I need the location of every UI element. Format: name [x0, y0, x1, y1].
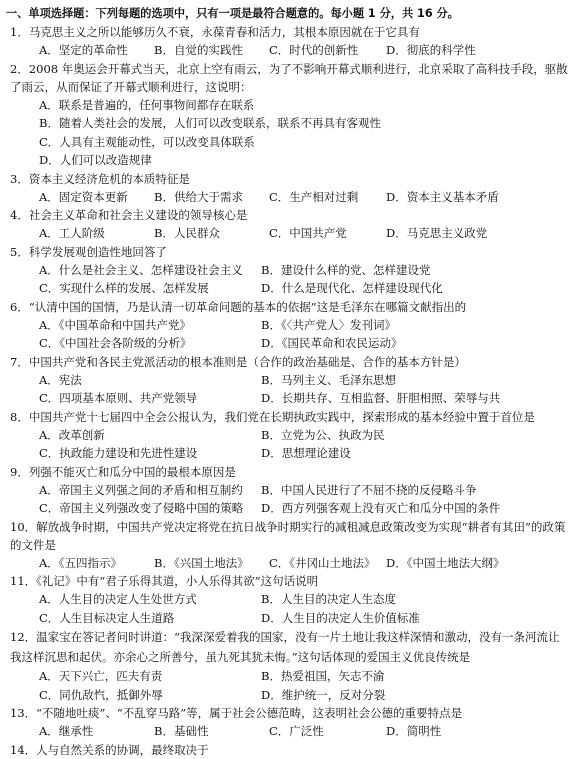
option-d[interactable]: D．人们可以改造规律 [39, 153, 152, 167]
option-c[interactable]: C．《井冈山土地法》 [269, 555, 376, 570]
question-stem [6, 408, 568, 426]
question-number: 1． [10, 25, 29, 39]
question-text: 解放战争时期，中国共产党决定将党在抗日战争时期实行的减租减息政策改变为实现“耕者有其田”的政策的文件是 [10, 519, 566, 552]
option-a[interactable]: A．固定资本更新 [39, 189, 128, 204]
question-text: 马克思主义之所以能够历久不衰，永葆青春和活力，其根本原因就在于它具有 [28, 25, 420, 39]
question-list [6, 23, 568, 759]
option-list [6, 667, 568, 704]
section-title: 一、单项选择题：下列每题的选项中，只有一项是最符合题意的。每小题 1 分，共 16 分。 [6, 7, 459, 20]
question-text: 资本主义经济危机的本质特征是 [28, 171, 190, 186]
question-text: 中国共产党和各民主党派活动的根本准则是（合作的政治基础是、合作的基本方针是） [28, 354, 466, 369]
question-number: 11． [10, 574, 37, 588]
question-14 [6, 741, 568, 759]
option-a[interactable]: A．宪法 [39, 372, 82, 387]
option-d[interactable]: D．什么是现代化、怎样建设现代化 [261, 281, 443, 295]
option-b[interactable]: B．人民群众 [154, 226, 220, 240]
question-stem [6, 206, 568, 224]
question-7 [6, 353, 568, 408]
question-10 [6, 518, 568, 573]
option-c[interactable]: C．执政能力建设和先进性建设 [39, 446, 198, 460]
option-c[interactable]: C．生产相对过剩 [269, 189, 359, 204]
option-b[interactable]: B．自觉的实践性 [154, 43, 243, 57]
question-4 [6, 206, 568, 243]
option-d[interactable]: D．《国民革命和农民运动》 [261, 336, 403, 350]
option-c[interactable]: C．广泛性 [269, 724, 324, 738]
question-13 [6, 704, 568, 741]
question-number: 12． [10, 630, 37, 644]
question-number: 5． [10, 244, 29, 259]
option-c[interactable]: C．时代的创新性 [269, 43, 359, 57]
option-d[interactable]: D．简明性 [386, 724, 442, 738]
option-c[interactable]: C．四项基本原则、共产党领导 [39, 391, 198, 405]
question-stem [6, 60, 568, 96]
question-9 [6, 463, 568, 518]
option-d[interactable]: D．马克思主义政党 [386, 226, 488, 240]
question-stem [6, 170, 568, 188]
option-d[interactable]: D．人生目的决定人生价值标准 [261, 610, 420, 625]
option-d[interactable]: D．《中国土地法大纲》 [386, 555, 505, 570]
option-list [6, 41, 568, 60]
option-a[interactable]: A．《五四指示》 [39, 555, 123, 570]
option-d[interactable]: D．彻底的科学性 [386, 43, 476, 57]
question-stem [6, 741, 568, 759]
question-1 [6, 23, 568, 60]
question-11 [6, 572, 568, 627]
option-a[interactable]: A．工人阶级 [39, 226, 105, 240]
question-stem [6, 704, 568, 722]
option-b[interactable]: B．中国人民进行了不屈不挠的反侵略斗争 [261, 482, 477, 497]
question-text: 列强不能灭亡和瓜分中国的最根本原因是 [28, 464, 236, 479]
option-c[interactable]: C．实现什么样的发展、怎样发展 [39, 281, 209, 295]
option-list [6, 722, 568, 741]
option-list [6, 426, 568, 463]
option-b[interactable]: B．基础性 [154, 724, 209, 738]
option-d[interactable]: D．长期共存、互相监督、肝胆相照、荣辱与共 [261, 391, 501, 405]
option-c[interactable]: C．人生目标决定人生道路 [39, 610, 175, 625]
question-number: 3． [10, 171, 29, 186]
question-stem [6, 298, 568, 316]
question-stem [6, 518, 568, 554]
option-list [6, 261, 568, 298]
option-list [6, 371, 568, 408]
option-b[interactable]: B．《〈共产党人〉发刊词》 [261, 317, 396, 332]
question-number: 2． [10, 61, 29, 76]
question-text: 科学发展观创造性地回答了 [28, 244, 167, 259]
option-a[interactable]: A．改革创新 [39, 427, 105, 442]
question-stem [6, 243, 568, 261]
option-list [6, 590, 568, 627]
question-text: 社会主义革命和社会主义建设的领导核心是 [28, 208, 248, 222]
option-b[interactable]: B．建设什么样的党、怎样建设党 [261, 262, 431, 277]
question-stem [6, 353, 568, 371]
option-a[interactable]: A．人生目的决定人生处世方式 [39, 592, 197, 606]
option-list [6, 188, 568, 207]
option-b[interactable]: B．马列主义、毛泽东思想 [261, 372, 396, 387]
option-list [6, 96, 568, 170]
question-text: 中国共产党十七届四中全会公报认为，我们党在长期执政实践中，探索形成的基本经验中置于首位是 [28, 409, 535, 424]
question-8 [6, 408, 568, 463]
question-stem [6, 23, 568, 41]
option-c[interactable]: C．帝国主义列强改变了侵略中国的策略 [39, 501, 244, 515]
option-a[interactable]: A．什么是社会主义、怎样建设社会主义 [39, 262, 243, 277]
question-number: 6． [10, 299, 29, 314]
question-3 [6, 170, 568, 207]
option-list [6, 316, 568, 353]
option-list [6, 554, 568, 573]
question-text: 人与自然关系的协调，最终取决于 [36, 742, 209, 757]
option-c[interactable]: C．《中国社会各阶级的分析》 [39, 336, 192, 350]
question-number: 13． [10, 706, 37, 720]
question-text: “认清中国的国情，乃是认清一切革命问题的基本的依据”这是毛泽东在哪篇文献指出的 [28, 299, 467, 314]
option-b[interactable]: B．随着人类社会的发展，人们可以改变联系，联系不再具有客观性 [39, 116, 381, 130]
option-d[interactable]: D．西方列强客观上没有灭亡和瓜分中国的条件 [261, 501, 501, 515]
question-6 [6, 298, 568, 353]
option-list [6, 481, 568, 518]
option-list [6, 224, 568, 243]
question-stem [6, 463, 568, 481]
option-b[interactable]: B．《兴国土地法》 [154, 555, 249, 570]
question-stem [6, 572, 568, 590]
option-b[interactable]: B．人生目的决定人生态度 [261, 592, 396, 606]
option-c[interactable]: C．同仇敌忾，抵御外辱 [39, 687, 163, 702]
question-5 [6, 243, 568, 298]
question-number: 4． [10, 208, 29, 222]
question-number: 8． [10, 409, 29, 424]
option-d[interactable]: D．维护统一，反对分裂 [261, 687, 386, 702]
question-text: 《礼记》中有“君子乐得其道，小人乐得其欲”这句话说明 [36, 574, 319, 588]
question-number: 7． [10, 354, 29, 369]
question-number: 14． [10, 742, 37, 757]
option-a[interactable]: A．继承性 [39, 724, 94, 738]
question-12 [6, 627, 568, 704]
option-a[interactable]: A．帝国主义列强之间的矛盾和相互制约 [39, 482, 243, 497]
question-number: 10． [10, 519, 37, 534]
question-stem [6, 627, 568, 667]
option-d[interactable]: D．思想理论建设 [261, 446, 351, 460]
question-text: 温家宝在答记者问时讲道：“我深深爱着我的国家，没有一片土地让我这样深情和激动，没有一条河流让我这样沉思和起伏。亦余心之所善兮，虽九死其犹未悔。”这句话体现的爱国主义优良传统是 [10, 630, 560, 664]
option-d[interactable]: D．资本主义基本矛盾 [386, 189, 499, 204]
option-b[interactable]: B．供给大于需求 [154, 189, 243, 204]
question-2 [6, 60, 568, 170]
question-number: 9． [10, 464, 29, 479]
option-c[interactable]: C．中国共产党 [269, 226, 347, 240]
option-c[interactable]: C．人具有主观能动性，可以改变具体联系 [39, 134, 255, 149]
option-a[interactable]: A．《中国革命和中国共产党》 [39, 317, 192, 332]
option-b[interactable]: B．立党为公、执政为民 [261, 427, 385, 442]
option-a[interactable]: A．天下兴亡，匹夫有责 [39, 669, 163, 683]
option-b[interactable]: B．热爱祖国，矢志不渝 [261, 669, 385, 683]
question-text: 2008 年奥运会开幕式当天，北京上空有雨云，为了不影响开幕式顺利进行，北京采取了高科技手段，驱散了雨云，从而保证了开幕式顺利进行，这说明： [10, 61, 568, 94]
question-text: “不随地吐痰”、“不乱穿马路”等，属于社会公德范畴，这表明社会公德的重要特点是 [36, 706, 463, 720]
option-a[interactable]: A．联系是普遍的，任何事物间都存在联系 [39, 97, 255, 112]
option-a[interactable]: A．坚定的革命性 [39, 43, 128, 57]
